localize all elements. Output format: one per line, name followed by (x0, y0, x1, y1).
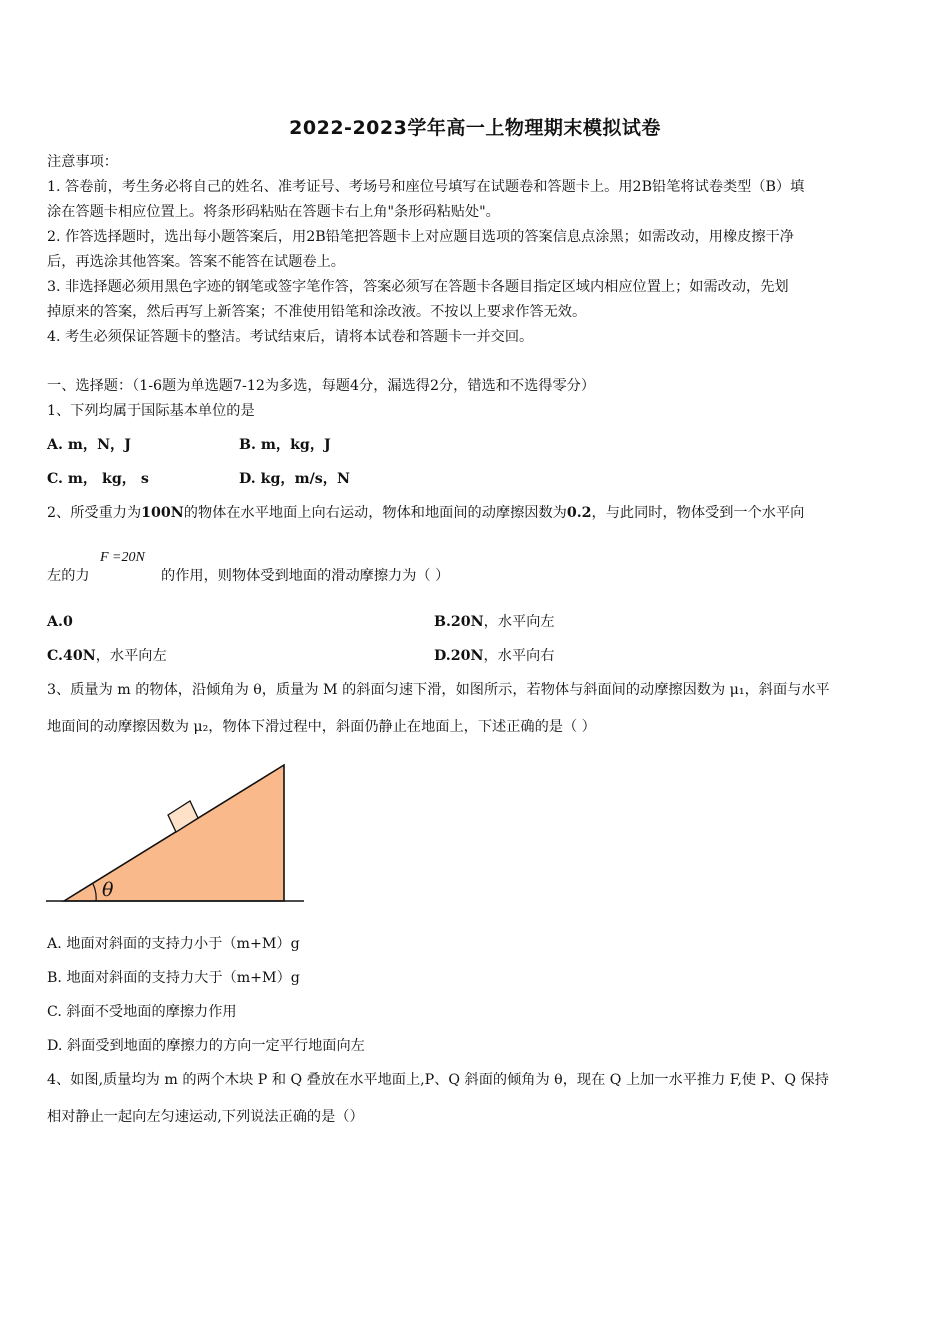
q2-option-b-text: ，水平向左 (483, 614, 555, 630)
q2-option-c (47, 646, 167, 666)
q2-force-formula: F =20N (100, 550, 145, 565)
q2-option-c-value: C.40N (47, 648, 96, 664)
q2-option-b (434, 612, 555, 632)
angle-label: θ (102, 879, 114, 901)
notice-line: 4. 考生必须保证答题卡的整洁。考试结束后，请将本试卷和答题卡一并交回。 (47, 329, 534, 345)
q2-stem-line1 (47, 503, 804, 523)
q4-stem-line1: 4、如图,质量均为 m 的两个木块 P 和 Q 叠放在水平地面上,P、Q 斜面的倾角为 θ，现在 Q 上加一水平推力 F,使 P、Q 保持 (47, 1072, 829, 1088)
q2-stem-text: 2、所受重力为 (47, 505, 142, 521)
q2-option-d-value: D.20N (434, 648, 484, 664)
q2-stem-text: 的物体在水平地面上向右运动，物体和地面间的动摩擦因数为 (183, 505, 567, 521)
q2-option-a: A.0 (47, 614, 73, 630)
notice-line: 2. 作答选择题时，选出每小题答案后，用2B铅笔把答题卡上对应题目选项的答案信息点涂黑；如需改动，用橡皮擦干净 (47, 229, 794, 245)
q2-stem-line2a: 左的力 (47, 568, 90, 584)
section-heading: 一、选择题：（1-6题为单选题7-12为多选，每题4分，漏选得2分，错选和不选得零分） (47, 378, 596, 394)
incline-diagram (40, 760, 320, 910)
q2-stem-text: ，与此同时，物体受到一个水平向 (591, 505, 805, 521)
incline-wedge (64, 765, 284, 901)
q3-option-d: D. 斜面受到地面的摩擦力的方向一定平行地面向左 (47, 1038, 365, 1054)
q2-option-d-text: ，水平向右 (483, 648, 555, 664)
page-title: 2022-2023学年高一上物理期末模拟试卷 (289, 117, 661, 139)
notice-heading: 注意事项： (47, 154, 118, 170)
notice-line: 涂在答题卡相应位置上。将条形码粘贴在答题卡右上角"条形码粘贴处"。 (47, 204, 500, 220)
q2-friction-coefficient: 0.2 (566, 505, 592, 521)
q2-option-b-value: B.20N (434, 614, 484, 630)
q1-stem: 1、下列均属于国际基本单位的是 (47, 403, 255, 419)
q1-option-b: B. m，kg，J (239, 437, 331, 453)
notice-line: 1. 答卷前，考生务必将自己的姓名、准考证号、考场号和座位号填写在试题卷和答题卡上。用2B铅笔将试卷类型（B）填 (47, 179, 805, 195)
q3-option-c: C. 斜面不受地面的摩擦力作用 (47, 1004, 237, 1020)
q2-option-d (434, 646, 554, 666)
notice-line: 后，再选涂其他答案。答案不能答在试题卷上。 (47, 254, 345, 270)
q2-stem-line2b: 的作用，则物体受到地面的滑动摩擦力为（ ） (161, 568, 450, 584)
q1-option-c: C. m， kg， s (47, 471, 149, 487)
q3-option-a: A. 地面对斜面的支持力小于（m+M）g (47, 936, 300, 952)
q3-stem-line1: 3、质量为 m 的物体，沿倾角为 θ，质量为 M 的斜面匀速下滑，如图所示，若物体与斜面间的动摩擦因数为 μ₁，斜面与水平 (47, 682, 830, 698)
q3-stem-line2: 地面间的动摩擦因数为 μ₂，物体下滑过程中，斜面仍静止在地面上，下述正确的是（ ） (47, 719, 596, 735)
q2-weight: 100N (141, 505, 184, 521)
notice-line: 3. 非选择题必须用黑色字迹的钢笔或签字笔作答，答案必须写在答题卡各题目指定区域内相应位置上；如需改动，先划 (47, 279, 789, 295)
q1-option-d: D. kg，m/s，N (239, 471, 350, 487)
q2-option-c-text: ，水平向左 (95, 648, 167, 664)
notice-line: 掉原来的答案，然后再写上新答案；不准使用铅笔和涂改液。不按以上要求作答无效。 (47, 304, 587, 320)
q4-stem-line2: 相对静止一起向左匀速运动,下列说法正确的是（） (47, 1109, 364, 1125)
q1-option-a: A. m，N，J (47, 437, 131, 453)
q3-option-b: B. 地面对斜面的支持力大于（m+M）g (47, 970, 300, 986)
